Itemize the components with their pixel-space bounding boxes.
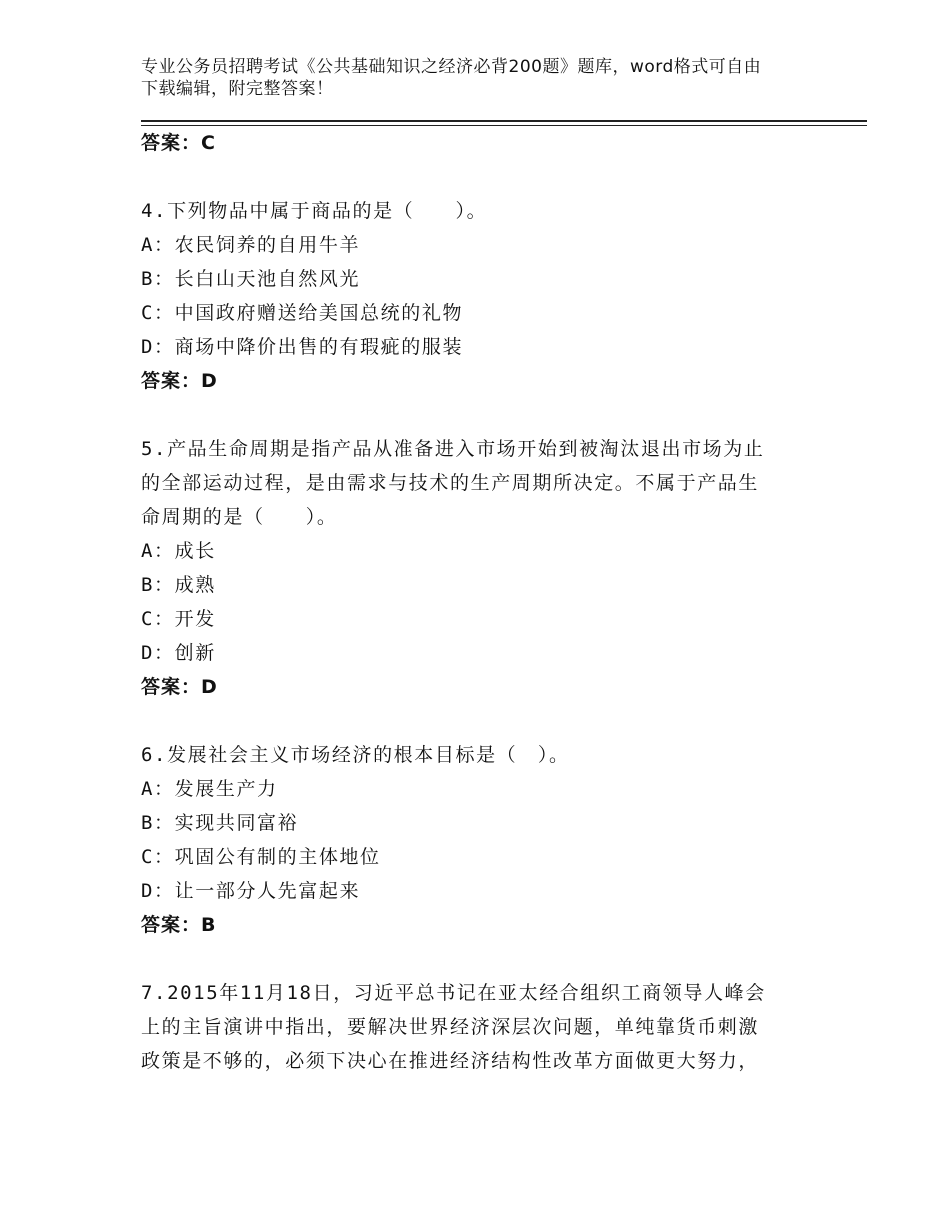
question-stem-line: 命周期的是（ ）。: [141, 506, 338, 528]
question-block: [141, 976, 821, 1078]
question-stem: 6.发展社会主义市场经济的根本目标是（ ）。: [141, 744, 570, 766]
question-stem-line: 的全部运动过程，是由需求与技术的生产周期所决定。不属于产品生: [141, 472, 760, 494]
question-block: [141, 194, 821, 398]
spacer: [141, 160, 821, 194]
header-line-1: 专业公务员招聘考试《公共基础知识之经济必背200题》题库，word格式可自由: [141, 57, 762, 77]
question-stem-line: 上的主旨演讲中指出，要解决世界经济深层次问题，单纯靠货币刺激: [141, 1016, 760, 1038]
option-d: D：创新: [141, 642, 216, 664]
question-block: [141, 432, 821, 704]
document-header: [141, 56, 821, 100]
question-stem: 4.下列物品中属于商品的是（ ）。: [141, 200, 488, 222]
option-a: A：发展生产力: [141, 778, 278, 800]
question-stem-line: 政策是不够的，必须下决心在推进经济结构性改革方面做更大努力，: [141, 1050, 760, 1072]
header-line-2: 下载编辑，附完整答案！: [141, 79, 334, 99]
option-d: D：商场中降价出售的有瑕疵的服装: [141, 336, 464, 358]
question-block: [141, 738, 821, 942]
answer-line: 答案：D: [141, 370, 218, 392]
option-c: C：巩固公有制的主体地位: [141, 846, 381, 868]
option-d: D：让一部分人先富起来: [141, 880, 361, 902]
question-list: [141, 126, 821, 1078]
option-c: C：开发: [141, 608, 216, 630]
option-b: B：成熟: [141, 574, 216, 596]
option-c: C：中国政府赠送给美国总统的礼物: [141, 302, 464, 324]
answer-line: 答案：D: [141, 676, 218, 698]
option-a: A：成长: [141, 540, 216, 562]
spacer: [141, 398, 821, 432]
answer-line: 答案：B: [141, 914, 217, 936]
question-stem-line: 7.2015年11月18日，习近平总书记在亚太经合组织工商领导人峰会: [141, 982, 766, 1004]
option-b: B：长白山天池自然风光: [141, 268, 361, 290]
question-stem-line: 5.产品生命周期是指产品从准备进入市场开始到被淘汰退出市场为止: [141, 438, 765, 460]
option-b: B：实现共同富裕: [141, 812, 299, 834]
spacer: [141, 704, 821, 738]
header-rule-thick: [141, 120, 867, 122]
answer-line: 答案：C: [141, 132, 216, 154]
spacer: [141, 942, 821, 976]
option-a: A：农民饲养的自用牛羊: [141, 234, 361, 256]
